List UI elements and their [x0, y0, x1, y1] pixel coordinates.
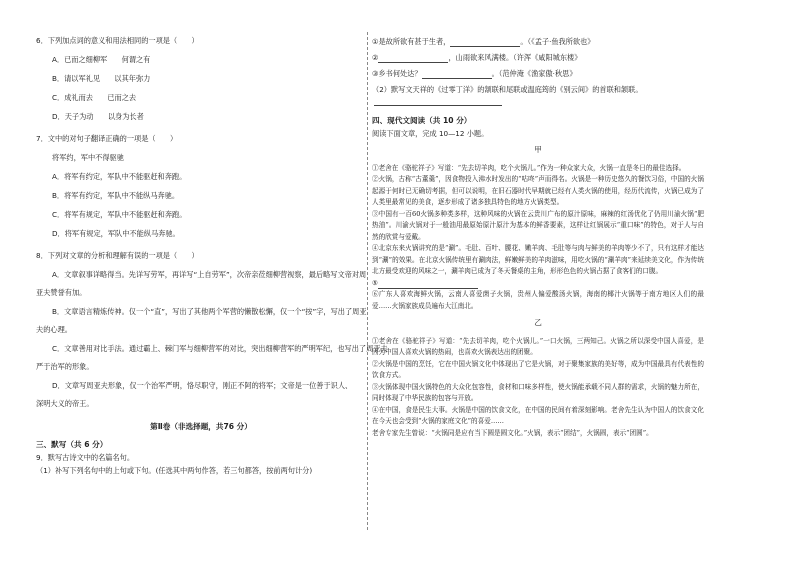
- q6-stem: 6．下列加点词的意义和用法相同的一项是（ ）: [36, 36, 199, 45]
- reading-instruction: 阅读下面文章，完成 10—12 小题。: [372, 129, 489, 138]
- passage-a-para-3: ③中国有一百60火锅多种类多样，这种风味的火锅在云贵川广布的原汁原味，麻辣的红汤优化了仍用川渝火锅“肥热油”。川渝火锅对于一般油用最原始原汁原汁为基本的鲜香要素，这样让红锅展示“重口味”的特色，对于人与自然的欣赏与爱戴。: [372, 209, 704, 241]
- passage-a-title: 甲: [534, 145, 542, 154]
- q8-option-c-cont: 严于治军的形象。: [36, 362, 94, 371]
- q7-option-a: A．将军有约定，军队中不能驱赶和奔跑。: [52, 172, 187, 181]
- q7-stem: 7．文中的对句子翻译正确的一项是（ ）: [36, 134, 178, 143]
- q8-option-a-cont: 亚夫赞誉有加。: [36, 288, 87, 297]
- passage-a-para-5: [372, 278, 704, 290]
- q9-part-1: （1）补写下列名句中的上句或下句。(任选其中两句作答，若三句都答，按前两句计分): [36, 465, 313, 475]
- q8-option-d-cont: 深明大义的帝王。: [36, 399, 94, 408]
- q6-option-b: B．请以军礼见 以其年弥力: [52, 74, 151, 83]
- section-3-title: 三、默写（共 6 分）: [36, 439, 108, 449]
- part-2-title: 第Ⅱ卷（非选择题，共76 分）: [150, 422, 252, 431]
- q7-sentence: 将军约，军中不得驱驰: [52, 153, 124, 162]
- fill-item-2-suffix: ，山雨欲来风满楼。（许浑《咸阳城东楼》: [448, 53, 582, 62]
- fill-item-1: [372, 37, 704, 47]
- answer-blank[interactable]: [450, 39, 520, 47]
- passage-b-para-2: ②火锅是中国的烹饪，它在中国火锅文化中体现出了它是火锅，对于聚集家族的美好等，成为中国最具有代表性的饮食方式。: [372, 359, 704, 380]
- q6-option-d: D．天子为动 以身为长者: [52, 112, 144, 121]
- q9-stem: 9．默写古诗文中的名篇名句。: [36, 452, 135, 462]
- fill-item-3-prefix: ③乡书何处达？: [372, 69, 422, 78]
- fold-line: [367, 32, 368, 530]
- passage-a-para-4: ④北京东来火锅讲究的是“涮”。毛肚、百叶、腰花、嫩羊肉、毛肚等与肉与鲜美的羊肉等少不了，只有这样才能达到“涮”的效果。在北京火锅传统里有涮肉法，鲜嫩鲜美的羊肉滋味，用吃火锅的“涮羊肉”来延续美文化，作为传统北方最受欢迎的风味之一，涮羊肉已成为了冬天餐桌的主角，形形色色的火锅占据了食客们的口腹。: [372, 244, 704, 276]
- left-column: [36, 36, 388, 476]
- passage-b-title: 乙: [534, 318, 542, 328]
- passage-a-para-1: ①老舍在《骆驼祥子》写道：“先去切羊肉，吃个火锅儿。”作为一种众家大众，火锅一直是冬日的最佳选择。: [372, 163, 686, 172]
- fill-item-2: [372, 53, 704, 63]
- fill-item-2-prefix: ②: [372, 53, 379, 62]
- q9-part-2: （2）默写文天祥的《过零丁洋》的颔联和尾联或温庭筠的《别云间》的首联和颔联。: [372, 85, 643, 94]
- passage-b-para-5: 老舍专家先生曾说：“火锅同是应有当下圆是圆文化。”火锅，表示“团结”，火锅圆，表示“团圆”。: [372, 428, 653, 437]
- section-4-title: 四、现代文阅读（共 10 分）: [372, 116, 472, 125]
- q8-option-b-cont: 夫的心理。: [36, 325, 72, 334]
- q7-option-b: B．将军有约定，军队中不能纵马奔驰。: [52, 191, 180, 200]
- q6-option-c: C．成礼而去 已而之去: [52, 93, 137, 102]
- fill-item-1-suffix: 。（《孟子·鱼我所欲也》: [520, 37, 595, 46]
- q8-option-a: A．文章叙事详略得当。先详写劳军，再详写“上自劳军”，次帝亲莅细柳营视察，最后略写文帝对周: [52, 270, 367, 279]
- fill-item-3: [372, 69, 704, 79]
- passage-b-para-3: ③火锅体现中国火锅特色的大众化包容性，食材和口味多样性，使火锅能承载不同人群的需求，火锅的魅力所在，同时体现了中华民族的包容与开放。: [372, 382, 704, 403]
- q8-option-b: B．文章语言精炼传神。仅一个“直”，写出了其他两个军营的懒散松懈，仅一个“按”字，写出了周亚: [52, 307, 367, 316]
- passage-b-para-1: ①老舍在《骆驼祥子》写道：“先去切羊肉，吃个火锅儿。”一口火锅，三两知己。火锅之所以深受中国人喜爱，是因为中国人喜欢火锅的热闹，也喜欢火锅表达出的团聚。: [372, 336, 704, 357]
- fill-item-1-prefix: ①是故所欲有甚于生者，: [372, 37, 451, 46]
- q8-stem: 8．下列对文章的分析和理解有误的一项是（ ）: [36, 251, 199, 260]
- passage-b-para-4: ④在中国，食是民生大事。火锅是中国的饮食文化，在中国的民间有着深刻影响。老舍先生认为中国人的饮食文化在今天也会受到“火锅的家庭文化”的喜爱……: [372, 405, 704, 426]
- para-5-marker: ⑤: [372, 278, 378, 287]
- q8-option-c: C．文章善用对比手法。通过霸上、棘门军与细柳营军的对比，突出细柳营军的严明军纪，也写出了周亚夫: [52, 344, 388, 353]
- fill-item-3-suffix: 。（范仲淹《渔家傲·秋思》: [491, 69, 577, 78]
- q7-option-d: D．将军有规定，军队中不能纵马奔驰。: [52, 229, 180, 238]
- answer-line[interactable]: [374, 101, 502, 106]
- q8-option-d: D．文章写周亚夫形象，仅一个治军严明，恪尽职守，刚正不阿的将军；文帝是一位善于识人、: [52, 381, 353, 390]
- q7-option-c: C．将军有规定，军队中不能驱赶和奔跑。: [52, 210, 187, 219]
- answer-blank[interactable]: [422, 71, 492, 79]
- passage-a-para-2: ②火锅，古称“古董羹”，因食物投入沸水时发出的“咕咚”声而得名。火锅是一种历史悠久的餐饮习俗，中国的火锅起源于何时已无确切考据，但可以说明，在旧石器时代早期就已经有人类火锅的使用，经历代流传，火锅已成为了人类里最常见的美食，逐步形成了诸多独具特色的地方火锅类型。: [372, 175, 704, 207]
- answer-blank[interactable]: [378, 55, 448, 63]
- right-column: [372, 37, 704, 439]
- q6-option-a: A．已而之细柳军 何谓之有: [52, 55, 151, 64]
- answer-blank[interactable]: [378, 281, 478, 289]
- passage-a-para-6: ⑥广东人喜欢海鲜火锅，云南人喜爱菌子火锅，贵州人偏爱酸汤火锅，海南的椰汁火锅等于南方地区人们的最爱……火锅家族成员遍布大江南北。: [372, 290, 704, 310]
